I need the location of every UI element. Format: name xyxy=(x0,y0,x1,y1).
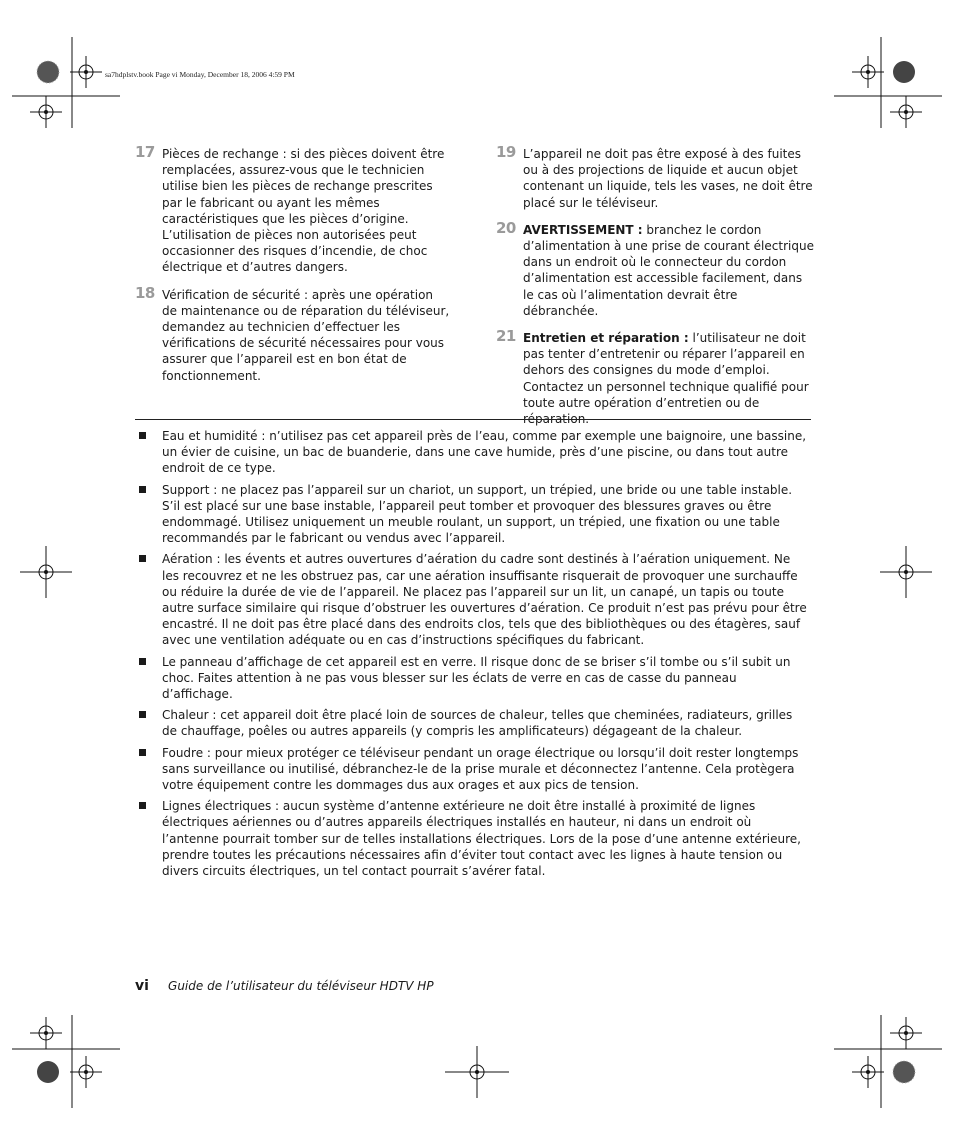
page-footer xyxy=(135,975,434,994)
item-text: Pièces de rechange : si des pièces doivent être remplacées, assurez-vous que le technicien utilise bien les pièces de rechange prescrites par le fabricant ou ayant les mêmes caractéristiques que les pièces d’origine. L’utilisation de pièces non autorisées peut occasionner des risques d’incendie, de choc électrique et d’autres dangers. xyxy=(162,147,445,275)
bullet-square-icon xyxy=(139,658,146,665)
item-lead: AVERTISSEMENT : xyxy=(523,222,643,237)
bullet-list xyxy=(135,428,811,884)
bullet-square-icon xyxy=(139,711,146,718)
item-text: L’appareil ne doit pas être exposé à des fuites ou à des projections de liquide et aucun objet contenant un liquide, tels les vases, ne doit être placé sur le téléviseur. xyxy=(523,147,813,210)
bullet-square-icon xyxy=(139,802,146,809)
bullet-square-icon xyxy=(139,749,146,756)
list-item xyxy=(135,707,811,739)
list-item-text: Foudre : pour mieux protéger ce téléviseur pendant un orage électrique ou lorsqu’il doit rester longtemps sans surveillance ou inutilisé, débranchez-le de la prise murale et déconnectez l’antenne. Cela protègera votre équipement contre les dommages dus aux orages et aux pics de tension. xyxy=(162,745,799,793)
list-item-text: Le panneau d’affichage de cet appareil est en verre. Il risque donc de se briser s’il tombe ou s’il subit un choc. Faites attention à ne pas vous blesser sur les éclats de verre en cas de casse du panneau d’affichage. xyxy=(162,654,791,702)
numbered-item-18 xyxy=(135,283,450,384)
item-number: 18 xyxy=(135,283,155,302)
bullet-square-icon xyxy=(139,432,146,439)
numbered-item-19 xyxy=(496,143,814,211)
item-lead: Entretien et réparation : xyxy=(523,331,689,346)
numbered-item-21 xyxy=(496,327,814,427)
print-header: sa7hdplstv.book Page vi Monday, December 18, 2006 4:59 PM xyxy=(105,70,295,79)
list-item xyxy=(135,745,811,794)
list-item xyxy=(135,798,811,879)
item-number: 21 xyxy=(496,327,516,346)
bullet-square-icon xyxy=(139,486,146,493)
left-column xyxy=(135,143,450,395)
page-number: vi xyxy=(135,978,149,994)
list-item xyxy=(135,551,811,648)
list-item xyxy=(135,482,811,547)
list-item-text: Aération : les évents et autres ouvertures d’aération du cadre sont destinés à l’aération uniquement. Ne les recouvrez et ne les obstruez pas, car une aération insuffisante risquerait de provoquer une surchauffe ou réduire la durée de vie de l’appareil. Ne placez pas l’appareil sur un lit, un canapé, un tapis ou toute autre surface similaire qui risque d’obstruer les ouvertures d’aération. Ce produit n’est pas prévu pour être encastré. Il ne doit pas être placé dans des endroits clos, tels que des bibliothèques ou des étagères, sauf avec une ventilation adéquate ou en cas d’instructions spécifiques du fabricant. xyxy=(162,552,807,648)
bullet-square-icon xyxy=(139,555,146,562)
list-item-text: Chaleur : cet appareil doit être placé loin de sources de chaleur, telles que cheminées, radiateurs, grilles de chauffage, poêles ou autres appareils (y compris les amplificateurs) dégageant de la chaleur. xyxy=(162,708,793,739)
footer-title: Guide de l’utilisateur du téléviseur HDTV HP xyxy=(168,979,434,993)
item-number: 20 xyxy=(496,218,516,237)
numbered-item-17 xyxy=(135,143,450,276)
numbered-item-20 xyxy=(496,218,814,319)
list-item-text: Eau et humidité : n’utilisez pas cet appareil près de l’eau, comme par exemple une baignoire, une bassine, un évier de cuisine, un bac de buanderie, dans une cave humide, près d’une piscine, ou dans tout autre endroit de ce type. xyxy=(162,429,807,476)
list-item-text: Support : ne placez pas l’appareil sur un chariot, un support, un trépied, une bride ou une table instable. S’il est placé sur une base instable, l’appareil peut tomber et provoquer des blessures graves ou être endommagé. Utilisez uniquement un meuble roulant, un support, un trépied, une fixation ou une table recommandés par le fabricant ou vendus avec l’appareil. xyxy=(162,482,793,546)
list-item-text: Lignes électriques : aucun système d’antenne extérieure ne doit être installé à proximité de lignes électriques aériennes ou d’autres appareils électriques installés en hauteur, ni dans un endroit où l’antenne pourrait tomber sur de telles installations électriques. Lors de la pose d’une antenne extérieure, prendre toutes les précautions nécessaires afin d’éviter tout contact avec les lignes à haute tension ou divers circuits électriques, un tel contact pourrait s’avérer fatal. xyxy=(162,799,801,879)
item-text: l’utilisateur ne doit pas tenter d’entretenir ou réparer l’appareil en dehors des consignes du mode d’emploi. Contactez un personnel technique qualifié pour toute autre opération d’entretien ou de réparation. xyxy=(523,331,809,427)
list-item xyxy=(135,654,811,703)
right-column xyxy=(496,143,814,438)
item-number: 19 xyxy=(496,143,516,161)
item-text: Vérification de sécurité : après une opération de maintenance ou de réparation du téléviseur, demandez au technicien d’effectuer les vérifications de sécurité nécessaires pour vous assurer que l’appareil est en bon état de fonctionnement. xyxy=(162,287,450,383)
section-divider xyxy=(135,419,811,420)
item-number: 17 xyxy=(135,143,155,161)
list-item xyxy=(135,428,811,477)
item-text: branchez le cordon d’alimentation à une prise de courant électrique dans un endroit où le connecteur du cordon d’alimentation est accessible facilement, dans le cas où l’alimentation devrait être débranchée. xyxy=(523,222,814,318)
